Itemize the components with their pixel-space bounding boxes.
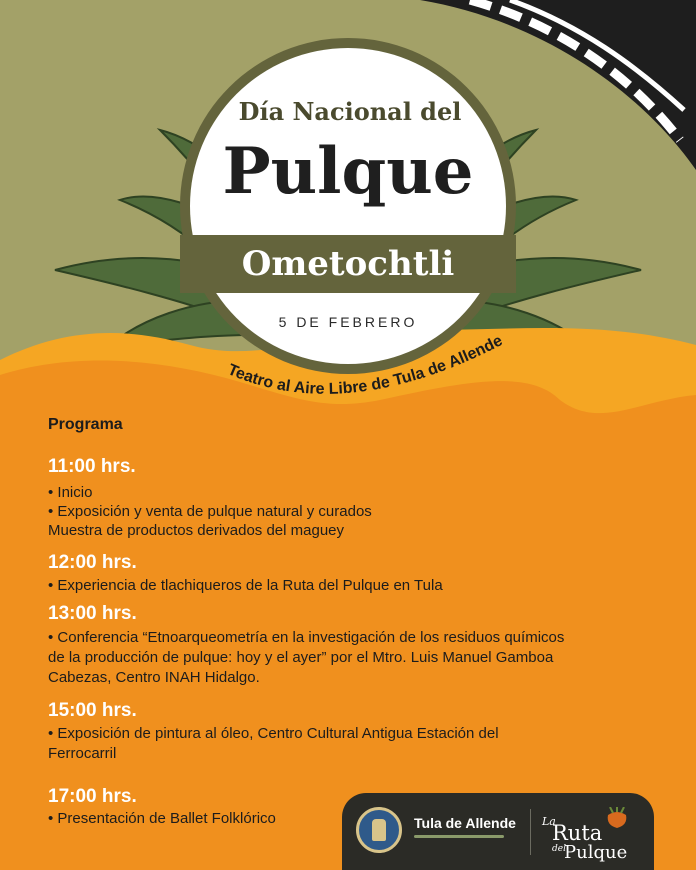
program-line: • Presentación de Ballet Folklórico xyxy=(48,810,276,827)
ruta-logo-ruta: Ruta xyxy=(552,821,603,845)
svg-text:Día Nacional del: Día Nacional del xyxy=(238,97,462,126)
time-1100: 11:00 hrs. xyxy=(48,456,136,477)
program-line: de la producción de pulque: hoy y el ayer” por el Mtro. Luis Manuel Gamboa xyxy=(48,649,554,666)
ruta-logo-del: del xyxy=(552,844,566,854)
program-line: Cabezas, Centro INAH Hidalgo. xyxy=(48,669,260,686)
ruta-logo-la: La xyxy=(542,815,556,828)
footer-divider xyxy=(530,809,531,855)
time-1500: 15:00 hrs. xyxy=(48,700,137,721)
municipality-tagline-graphic xyxy=(414,835,504,838)
program-line: • Exposición y venta de pulque natural y curados xyxy=(48,503,372,520)
time-1300: 13:00 hrs. xyxy=(48,603,137,624)
pulque-pot-icon xyxy=(604,807,630,829)
program-heading: Programa xyxy=(48,416,123,433)
ruta-logo-pulque: Pulque xyxy=(564,842,628,863)
venue-banner xyxy=(200,315,540,435)
municipality-name: Tula de Allende xyxy=(414,815,516,831)
page-title: Pulque xyxy=(222,134,474,209)
program-line: • Conferencia “Etnoarqueometría en la investigación de los residuos químicos xyxy=(48,629,565,646)
time-1200: 12:00 hrs. xyxy=(48,552,137,573)
program-line: • Inicio xyxy=(48,484,93,501)
time-1700: 17:00 hrs. xyxy=(48,786,137,807)
program-line: Muestra de productos derivados del maguey xyxy=(48,522,345,539)
footer-logos xyxy=(342,793,654,870)
svg-text:Teatro al Aire Libre de Tula d xyxy=(225,332,505,398)
program-line: • Exposición de pintura al óleo, Centro Cultural Antigua Estación del xyxy=(48,725,499,742)
municipal-seal-icon xyxy=(356,807,402,853)
badge-title-top xyxy=(205,88,495,128)
venue-text: Teatro al Aire Libre de Tula de Allende xyxy=(225,332,506,398)
program-line: Ferrocarril xyxy=(48,745,117,762)
event-date: 5 DE FEBRERO xyxy=(278,314,418,330)
event-subtitle: Ometochtli xyxy=(241,244,455,284)
program-line: • Experiencia de tlachiqueros de la Ruta del Pulque en Tula xyxy=(48,577,443,594)
